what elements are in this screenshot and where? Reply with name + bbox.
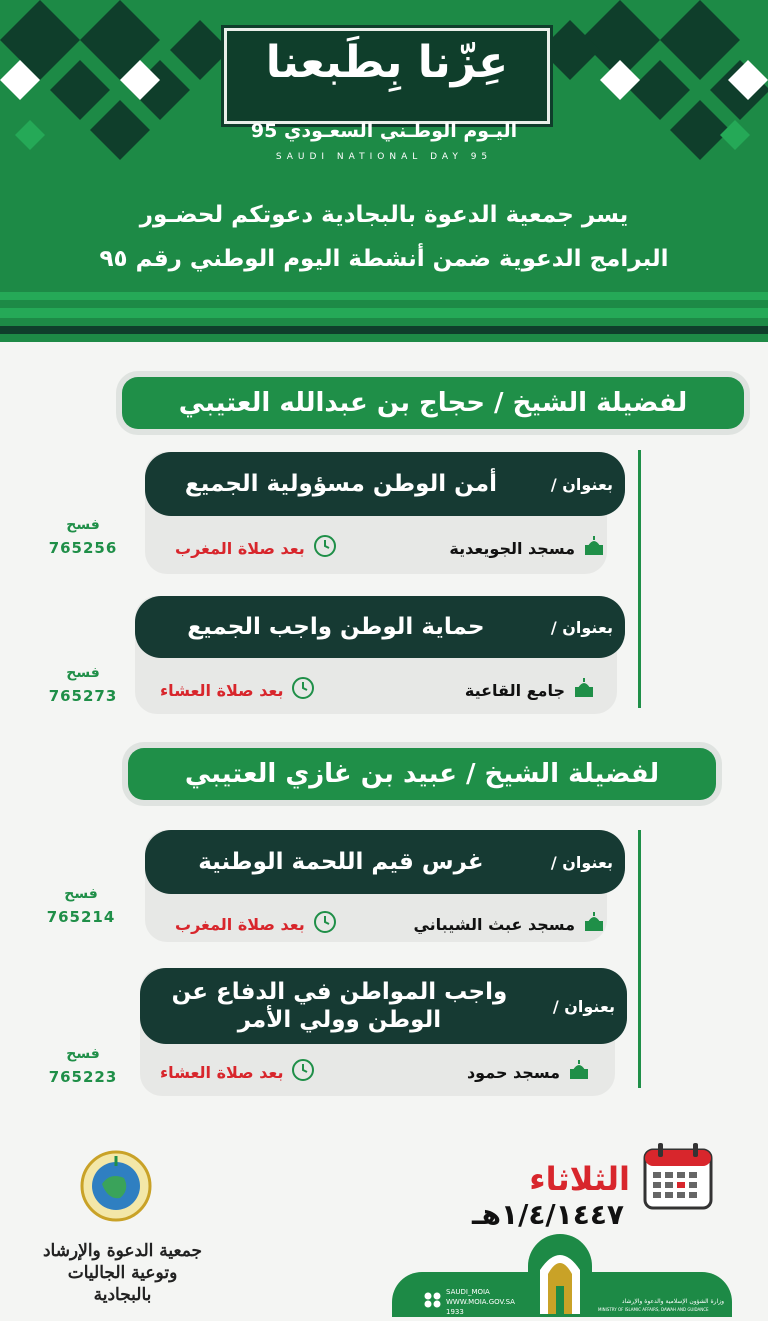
ministry-logo-icon [528,1234,592,1317]
prayer-time-2: بعد صلاة العشاء [160,680,284,700]
lecture-label-3: بعنوان / [550,852,613,872]
lecture-title-bar-4 [140,968,627,1044]
lecture-title-1: أمن الوطن مسؤولية الجميع [184,471,497,497]
permit-number-3: 765214 [46,908,116,926]
sheikh-banner-1: لفضيلة الشيخ / حجاج بن عبدالله العتيبي [122,377,744,429]
lecture-details-3 [175,910,605,938]
permit-label-2: فسح [66,665,100,681]
permit-2 [38,665,128,705]
intro-line-1: يسر جمعية الدعوة بالبجادية دعوتكم لحضـور [139,202,629,228]
lecture-title-4: واجب المواطن في الدفاع عن الوطن وولي الأمر [171,979,508,1033]
clock-icon [313,910,337,938]
event-date [380,1160,630,1231]
header-banner [0,0,768,342]
national-day-english: SAUDI NATIONAL DAY 95 [275,152,493,162]
permit-number-1: 765256 [48,539,118,557]
lecture-title-bar-2 [135,596,625,658]
mosque-icon [583,536,605,560]
lecture-title-2: حماية الوطن واجب الجميع [187,614,485,640]
clock-icon [291,676,315,704]
mosque-name-4: مسجد حمود [466,1062,560,1082]
national-day-arabic: اليـوم الوطـني السعـودي 95 [250,120,518,142]
sheikh-banner-2: لفضيلة الشيخ / عبيد بن غازي العتيبي [128,748,716,800]
intro-line-2: البرامج الدعوية ضمن أنشطة اليوم الوطني رقم ٩٥ [99,246,669,272]
social-icons [424,1292,442,1312]
logo-title: عِزّنا بِطَبعنا [265,37,509,88]
mosque-icon [568,1060,590,1084]
lecture-label-4: بعنوان / [552,996,615,1016]
lecture-label-2: بعنوان / [550,617,613,637]
prayer-time-1: بعد صلاة المغرب [175,538,305,558]
association-line-2: وتوعية الجاليات بالبجادية [67,1263,178,1305]
lecture-details-1 [175,534,605,562]
mosque-icon [573,678,595,702]
ministry-url: WWW.MOIA.GOV.SA [446,1298,515,1306]
ministry-name-ar: وزارة الشؤون الإسلامية والدعوة والإرشاد [621,1298,724,1305]
timeline-line-1 [638,450,641,708]
permit-3 [36,886,126,926]
permit-number-4: 765223 [48,1068,118,1086]
clock-icon [313,534,337,562]
mosque-icon [583,912,605,936]
permit-1 [38,517,128,557]
calendar-icon [642,1140,714,1212]
event-hijri-date: ١/٤/١٤٤٧هـ [472,1198,624,1231]
lecture-details-2 [160,676,595,704]
mosque-name-1: مسجد الجويعدية [449,538,575,558]
emblem-icon [80,1150,152,1222]
association-line-1: جمعية الدعوة والإرشاد [42,1241,203,1261]
lecture-title-bar-1 [145,452,625,516]
ministry-handle: SAUDI_MOIA [446,1288,490,1296]
ministry-phone: 1933 [446,1308,464,1316]
permit-number-2: 765273 [48,687,118,705]
ministry-name-en: MINISTRY OF ISLAMIC AFFAIRS, DAWAH AND GUIDANCE [598,1307,709,1312]
association-name [40,1240,205,1306]
lecture-details-4 [160,1058,590,1086]
lecture-title-3: غرس قيم اللحمة الوطنية [198,849,484,875]
national-day-logo [224,28,550,124]
mosque-name-3: مسجد عبث الشيباني [413,914,575,934]
mosque-name-2: جامع القاعية [464,680,565,700]
permit-label-4: فسح [66,1046,100,1062]
event-day: الثلاثاء [529,1160,630,1198]
lecture-label-1: بعنوان / [550,474,613,494]
permit-4 [38,1046,128,1086]
lecture-title-bar-3 [145,830,625,894]
permit-label-1: فسح [66,517,100,533]
prayer-time-3: بعد صلاة المغرب [175,914,305,934]
clock-icon [291,1058,315,1086]
prayer-time-4: بعد صلاة العشاء [160,1062,284,1082]
timeline-line-2 [638,830,641,1088]
permit-label-3: فسح [64,886,98,902]
